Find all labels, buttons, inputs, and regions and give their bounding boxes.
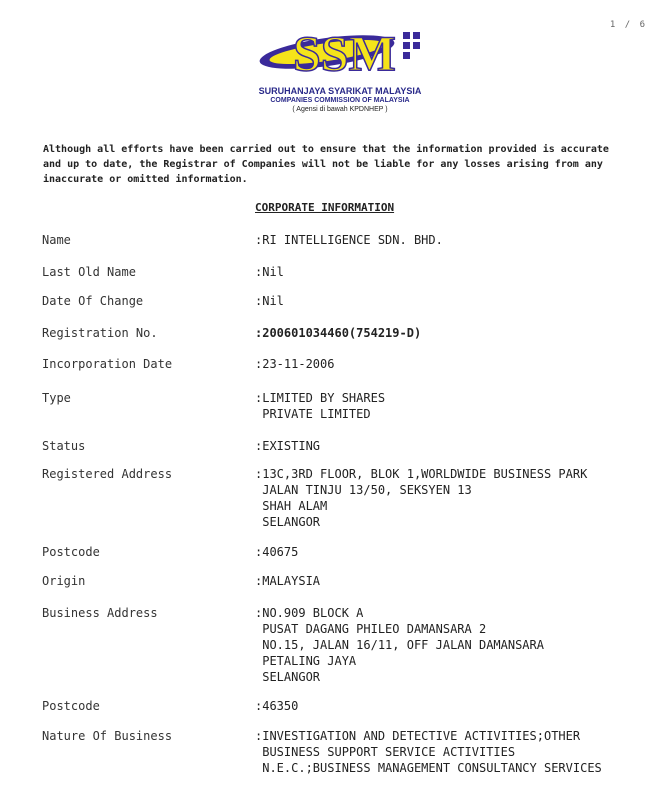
- field-label: Postcode: [42, 545, 100, 559]
- org-name-en: COMPANIES COMMISSION OF MALAYSIA: [270, 97, 410, 104]
- field-label: Incorporation Date: [42, 357, 173, 371]
- org-name: SURUHANJAYA SYARIKAT MALAYSIA: [258, 86, 422, 96]
- field-value: :EXISTING: [255, 439, 321, 453]
- field-label: Date Of Change: [42, 294, 144, 308]
- field-label: Postcode: [42, 699, 100, 713]
- field-value: :Nil: [255, 294, 284, 308]
- field-value: :Nil: [255, 265, 284, 279]
- field-label: Business Address: [42, 606, 158, 620]
- field-value: :LIMITED BY SHARES PRIVATE LIMITED: [255, 391, 386, 421]
- field-value: :NO.909 BLOCK A PUSAT DAGANG PHILEO DAMANSARA 2 NO.15, JALAN 16/11, OFF JALAN DAMANSARA PETALING JAYA SELANGOR: [255, 606, 544, 684]
- field-value: :40675: [255, 545, 299, 559]
- section-title: CORPORATE INFORMATION: [255, 201, 395, 214]
- field-label: Status: [42, 439, 86, 453]
- field-value: :13C,3RD FLOOR, BLOK 1,WORLDWIDE BUSINESS PARK JALAN TINJU 13/50, SEKSYEN 13 SHAH ALAM SELANGOR: [255, 467, 588, 529]
- field-value: :46350: [255, 699, 299, 713]
- field-label: Nature Of Business: [42, 729, 173, 743]
- field-label: Type: [42, 391, 71, 405]
- field-value: :RI INTELLIGENCE SDN. BHD.: [255, 233, 443, 247]
- field-label: Name: [42, 233, 71, 247]
- ssm-logo: [255, 20, 435, 80]
- field-label: Origin: [42, 574, 86, 588]
- field-value: :200601034460(754219-D): [255, 326, 422, 340]
- page-indicator: 1 / 6: [609, 20, 647, 30]
- disclaimer-text: Although all efforts have been carried out to ensure that the information provided is accurate and up to date, the Registrar of Companies will not be liable for any losses arising from any inaccurate or omitted information.: [43, 144, 609, 185]
- field-value: :23-11-2006: [255, 357, 335, 371]
- field-value: :MALAYSIA: [255, 574, 321, 588]
- field-label: Registration No.: [42, 326, 158, 340]
- field-label: Last Old Name: [42, 265, 136, 279]
- agency-note: ( Agensi di bawah KPDNHEP ): [292, 106, 388, 113]
- field-label: Registered Address: [42, 467, 173, 481]
- field-value: :INVESTIGATION AND DETECTIVE ACTIVITIES;OTHER BUSINESS SUPPORT SERVICE ACTIVITIES N.E.C.;BUSINESS MANAGEMENT CONSULTANCY SERVICES: [255, 729, 602, 775]
- logo-text: SSM: [293, 25, 396, 80]
